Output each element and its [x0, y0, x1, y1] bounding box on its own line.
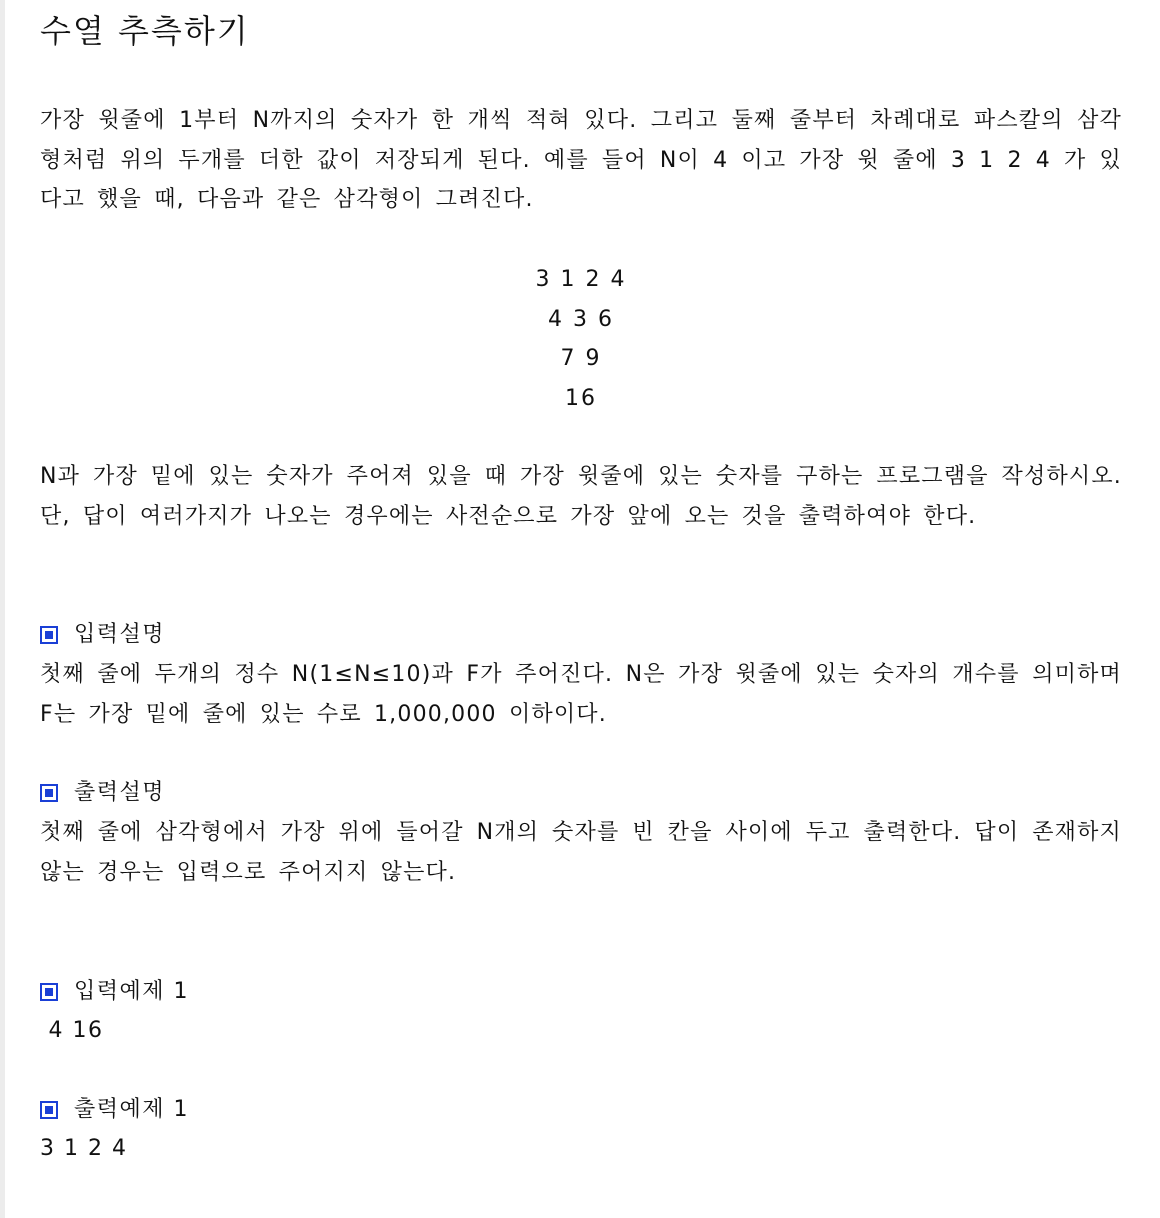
output-section-text: 첫째 줄에 삼각형에서 가장 위에 들어갈 N개의 숫자를 빈 칸을 사이에 두고 출력한다. 답이 존재하지 않는 경우는 입력으로 주어지지 않는다.	[40, 820, 1122, 885]
sample-output-value: 3 1 2 4	[40, 1136, 128, 1161]
square-bullet-icon	[40, 983, 58, 1001]
sample-input-heading-text: 입력예제 1	[74, 979, 189, 1004]
sample-output-heading	[40, 1095, 189, 1125]
output-section-heading-text: 출력설명	[74, 780, 166, 805]
description-paragraph-1: 가장 윗줄에 1부터 N까지의 숫자가 한 개씩 적혀 있다. 그리고 둘째 줄부터 차례대로 파스칼의 삼각형처럼 위의 두개를 더한 값이 저장되게 된다. 예를 들어 N이 4 이고 가장 윗 줄에 3 1 2 4 가 있다고 했을 때, 다음과 같은 삼각형이 그려진다.	[40, 108, 1122, 212]
square-bullet-icon	[40, 626, 58, 644]
sample-input-heading	[40, 977, 189, 1007]
triangle-row: 16	[565, 385, 597, 411]
output-section-heading	[40, 778, 165, 808]
left-margin-rule	[0, 0, 5, 1218]
input-section-heading	[40, 620, 165, 650]
input-section-text: 첫째 줄에 두개의 정수 N(1≤N≤10)과 F가 주어진다. N은 가장 윗줄에 있는 숫자의 개수를 의미하며 F는 가장 밑에 줄에 있는 수로 1,000,000 이하이다.	[40, 662, 1122, 727]
input-section-heading-text: 입력설명	[74, 622, 166, 647]
triangle-row: 4 3 6	[548, 306, 614, 332]
page-title: 수열 추측하기	[40, 12, 250, 50]
triangle-row: 7 9	[560, 346, 602, 371]
sample-output-heading-text: 출력예제 1	[74, 1097, 189, 1122]
sample-input-value: 4 16	[40, 1018, 104, 1043]
triangle-row: 3 1 2 4	[535, 267, 627, 292]
example-triangle	[40, 260, 1122, 418]
description-paragraph-2: N과 가장 밑에 있는 숫자가 주어져 있을 때 가장 윗줄에 있는 숫자를 구하는 프로그램을 작성하시오. 단, 답이 여러가지가 나오는 경우에는 사전순으로 가장 앞에 오는 것을 출력하여야 한다.	[40, 464, 1122, 529]
square-bullet-icon	[40, 784, 58, 802]
square-bullet-icon	[40, 1101, 58, 1119]
